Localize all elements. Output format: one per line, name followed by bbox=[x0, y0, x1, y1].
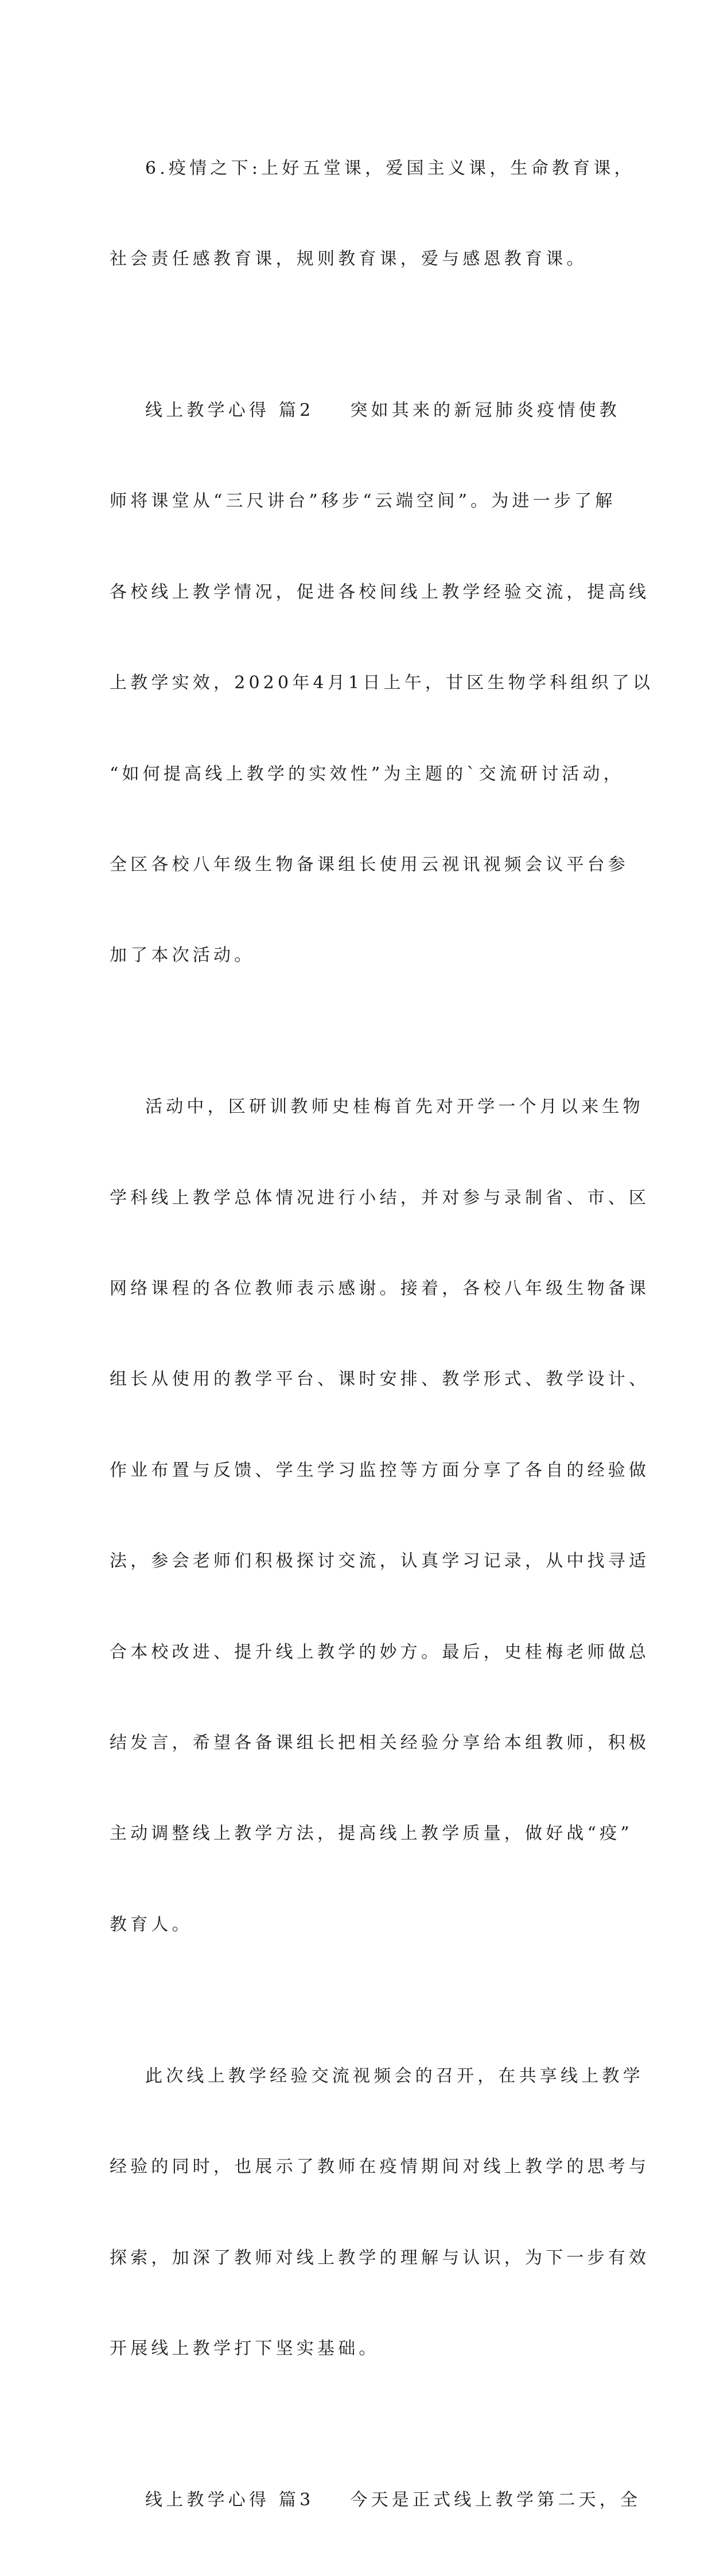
text-line: 网络课程的各位教师表示感谢。接着，各校八年级生物备课 bbox=[110, 1279, 650, 1299]
text-line: 探索，加深了教师对线上教学的理解与认识，为下一步有效 bbox=[110, 2247, 650, 2268]
text-line: 教育人。 bbox=[110, 1914, 193, 1935]
text-line: 组长从使用的教学平台、课时安排、教学形式、教学设计、 bbox=[110, 1369, 650, 1390]
paragraph-epidemic-five-lessons bbox=[110, 93, 635, 335]
text-line: 开展线上教学打下坚实基础。 bbox=[110, 2338, 380, 2359]
document-body bbox=[110, 93, 654, 2576]
paragraph-activity-details bbox=[110, 1032, 650, 2001]
text-line: 学科线上教学总体情况进行小结，并对参与录制省、市、区 bbox=[110, 1187, 650, 1208]
text-line: 线上教学心得 篇2 突如其来的新冠肺炎疫情使教 bbox=[145, 400, 620, 420]
text-line: 社会责任感教育课，规则教育课，爱与感恩教育课。 bbox=[110, 248, 588, 269]
text-line: 全区各校八年级生物备课组长使用云视讯视频会议平台参 bbox=[110, 854, 629, 875]
text-line: 主动调整线上教学方法，提高线上教学质量，做好战“疫” bbox=[110, 1823, 633, 1844]
text-line: 线上教学心得 篇3 今天是正式线上教学第二天，全 bbox=[145, 2489, 641, 2510]
text-line: 师将课堂从“三尺讲台”移步“云端空间”。为进一步了解 bbox=[110, 491, 616, 512]
paragraph-meeting-significance bbox=[110, 2001, 650, 2425]
text-line: 合本校改进、提升线上教学的妙方。最后，史桂梅老师做总 bbox=[110, 1642, 650, 1662]
text-line: 6.疫情之下:上好五堂课，爱国主义课，生命教育课， bbox=[145, 158, 635, 178]
paragraph-article-3-intro bbox=[110, 2425, 641, 2576]
text-line: 经验的同时，也展示了教师在疫情期间对线上教学的思考与 bbox=[110, 2157, 650, 2177]
paragraph-article-2-intro bbox=[110, 335, 654, 1031]
text-line: 作业布置与反馈、学生学习监控等方面分享了各自的经验做 bbox=[110, 1460, 650, 1480]
text-line: “如何提高线上教学的实效性”为主题的`交流研讨活动， bbox=[110, 763, 624, 784]
text-line: 结发言，希望各备课组长把相关经验分享给本组教师，积极 bbox=[110, 1733, 650, 1753]
text-line: 法，参会老师们积极探讨交流，认真学习记录，从中找寻适 bbox=[110, 1551, 650, 1572]
text-line: 活动中，区研训教师史桂梅首先对开学一个月以来生物 bbox=[145, 1097, 644, 1117]
text-line: 加了本次活动。 bbox=[110, 945, 255, 966]
text-line: 此次线上教学经验交流视频会的召开，在共享线上教学 bbox=[145, 2066, 644, 2086]
text-line: 各校线上教学情况，促进各校间线上教学经验交流，提高线 bbox=[110, 582, 650, 602]
text-line: 上教学实效，2020年4月1日上午，甘区生物学科组织了以 bbox=[110, 673, 654, 693]
